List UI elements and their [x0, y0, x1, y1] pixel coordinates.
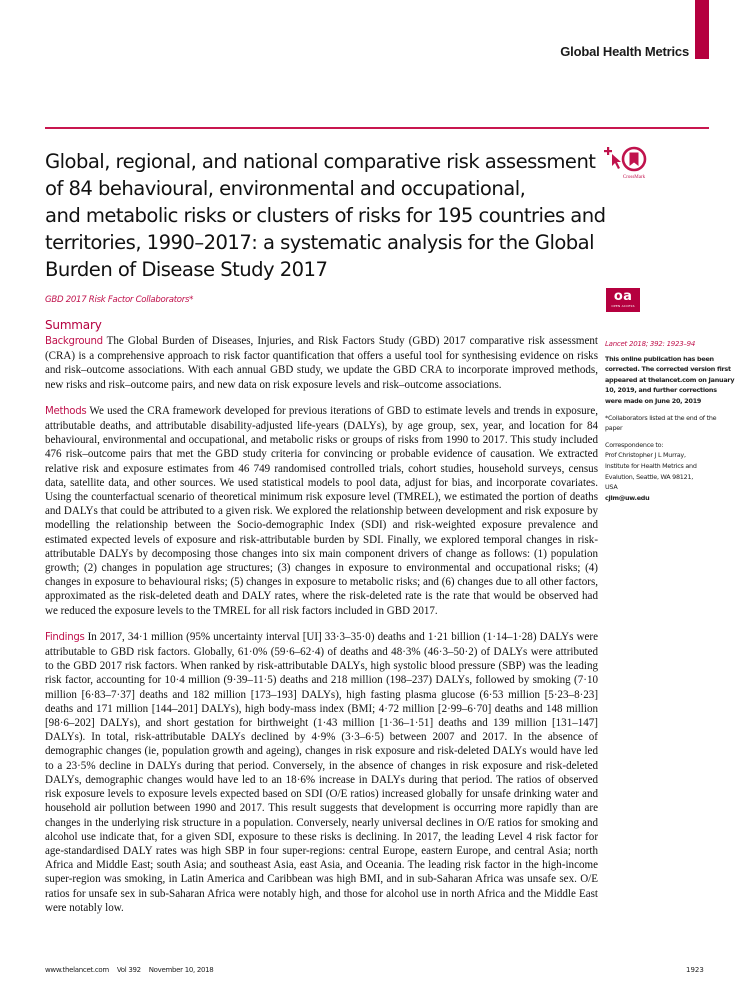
correspondence-email[interactable]: cjlm@uw.edu [605, 493, 650, 502]
footer-date: November 10, 2018 [148, 966, 214, 974]
abstract-findings [45, 630, 598, 915]
section-label: Global Health Metrics [560, 44, 689, 59]
section-text: We used the CRA framework developed for previous iterations of GBD to estimate levels and trends in exposure, attributable deaths, and attributable disability-adjusted life-years (DALYs), by age group, sex, year, and location for 84 behavioural, environmental and occupational, and metabolic risks or groups of risks from 1990 to 2017. This study included 476 risk–outcome pairs that met the GBD study criteria for convincing or probable evidence of causation. We extracted relative risk and exposure estimates from 46 749 randomised controlled trials, cohort studies, household surveys, census data, satellite data, and other sources. We used statistical models to pool data, adjust for bias, and incorporate covariates. Using the counterfactual scenario of theoretical minimum risk exposure level (TMREL), we estimated the portion of deaths and DALYs that could be attributed to a given risk. We explored the relationship between development and risk exposure by modelling the relationship between the Socio-demographic Index (SDI) and risk-weighted exposure prevalence and estimated expected levels of exposure and risk-attributable burden by SDI. Finally, we explored temporal changes in risk-attributable DALYs by decomposing those changes into six main component drivers of change as follows: (1) population growth; (2) changes in population age structures; (3) changes in exposure to environmental and occupational risks; (4) changes in exposure to behavioural risks; (5) changes in exposure to metabolic risks; and (6) changes due to all other factors, approximated as the risk-deleted death and DALY rates, where the risk-deleted rate is the rate that would be observed had we reduced the exposure levels to the TMREL for all risk factors included in GBD 2017. [45, 404, 598, 617]
summary-heading: Summary [45, 318, 102, 332]
title-line: and metabolic risks or clusters of risks for 195 countries and [45, 204, 606, 227]
crossmark-badge[interactable] [604, 145, 654, 181]
margin-notes [605, 339, 735, 503]
citation[interactable]: Lancet 2018; 392: 1923–94 [605, 340, 696, 348]
page-number: 1923 [686, 966, 704, 974]
section-keyword: Background [45, 336, 103, 347]
oa-logo-text: oa [613, 289, 633, 304]
correction-note: This online publication has been corrected. The corrected version first appeared at thelancet.com on January 10, 2019, and further corrections were made on June 20, 2019 [605, 354, 735, 405]
open-access-badge [606, 288, 640, 312]
correspondence-label: Correspondence to: [605, 440, 664, 449]
crossmark-icon [604, 145, 654, 181]
abstract [45, 334, 598, 915]
correspondence-line: Evalution, Seattle, WA 98121, [605, 472, 694, 481]
title-line: of 84 behavioural, environmental and occupational, [45, 177, 526, 200]
footer-volume: Vol 392 [116, 966, 141, 974]
section-text: In 2017, 34·1 million (95% uncertainty interval [UI] 33·3–35·0) deaths and 1·21 billion (1·14–1·28) DALYs were attributable to GBD risk factors. Globally, 61·0% (59·6–62·4) of deaths and 48·3% (46·3–50·2) of DALYs were attributed to the GBD 2017 risk factors. When ranked by risk-attributable DALYs, high systolic blood pressure (SBP) was the leading risk factor, accounting for 10·4 million (9·39–11·5) deaths and 218 million (198–237) DALYs, followed by smoking (7·10 million [6·83–7·37] deaths and 182 million [173–193] DALYs), high fasting plasma glucose (6·53 million [5·23–8·23] deaths and 171 million [144–201] DALYs), high body-mass index (BMI; 4·72 million [2·99–6·70] deaths and 148 million [98·6–202] DALYs), and short gestation for birthweight (1·43 million [1·36–1·51] deaths and 139 million [131–147] DALYs). In total, risk-attributable DALYs declined by 4·9% (3·3–6·5) between 2007 and 2017. In the absence of demographic changes (ie, population growth and ageing), changes in risk exposure and risk-deleted DALYs would have led to a 23·5% decline in DALYs during that period. Conversely, in the absence of changes in risk exposure and risk-deleted DALYs, demographic changes would have led to an 18·6% increase in DALYs during that period. The ratios of observed risk exposure levels to exposure levels expected based on SDI (O/E ratios) increased globally for unsafe drinking water and household air pollution between 1990 and 2017. This result suggests that development is occurring more rapidly than are changes in the underlying risk structure in a population. Conversely, nearly universal declines in O/E ratios for smoking and alcohol use indicate that, for a given SDI, exposure to these risks is declining. In 2017, the leading Level 4 risk factor for age-standardised DALY rates was high SBP in four super-regions: central Europe, eastern Europe, and central Asia; north Africa and Middle East; south Asia; and southeast Asia, east Asia, and Oceania. The leading risk factor in the high-income super-region was smoking, in Latin America and Caribbean was high BMI, and in sub-Saharan Africa was unsafe sex. O/E ratios for unsafe sex in sub-Saharan Africa were notably high, and those for alcohol use in north Africa and the Middle East were notably low. [45, 630, 598, 914]
header-rule [45, 127, 709, 129]
abstract-background [45, 334, 598, 392]
section-keyword: Findings [45, 631, 85, 643]
footer-website[interactable]: www.thelancet.com [45, 966, 109, 974]
article-title [45, 148, 605, 283]
title-line: Global, regional, and national comparative risk assessment [45, 150, 596, 173]
svg-text:CrossMark: CrossMark [622, 175, 646, 180]
footer-info [45, 966, 213, 974]
correspondence-line: Institute for Health Metrics and [605, 461, 697, 470]
author-byline[interactable]: GBD 2017 Risk Factor Collaborators* [45, 295, 194, 305]
section-keyword: Methods [45, 405, 87, 417]
correspondence-line: Prof Christopher J L Murray, [605, 451, 686, 460]
title-line: territories, 1990–2017: a systematic analysis for the Global [45, 231, 595, 254]
correspondence [605, 440, 735, 504]
section-color-tab [695, 0, 709, 59]
oa-logo-subtext: OPEN ACCESS [611, 304, 635, 308]
section-text: The Global Burden of Diseases, Injuries, and Risk Factors Study (GBD) 2017 comparative risk assessment (CRA) is a comprehensive approach to risk factor quantification that offers a useful tool for synthesising evidence on risks and risk–outcome associations. With each annual GBD study, we update the GBD CRA to incorporate improved methods, new risks and risk–outcome pairs, and new data on risk exposure levels and risk–outcome associations. [45, 335, 598, 391]
title-line: Burden of Disease Study 2017 [45, 258, 328, 281]
correspondence-line: USA [605, 483, 618, 492]
abstract-methods [45, 404, 598, 618]
collaborators-note: *Collaborators listed at the end of the paper [605, 413, 717, 433]
